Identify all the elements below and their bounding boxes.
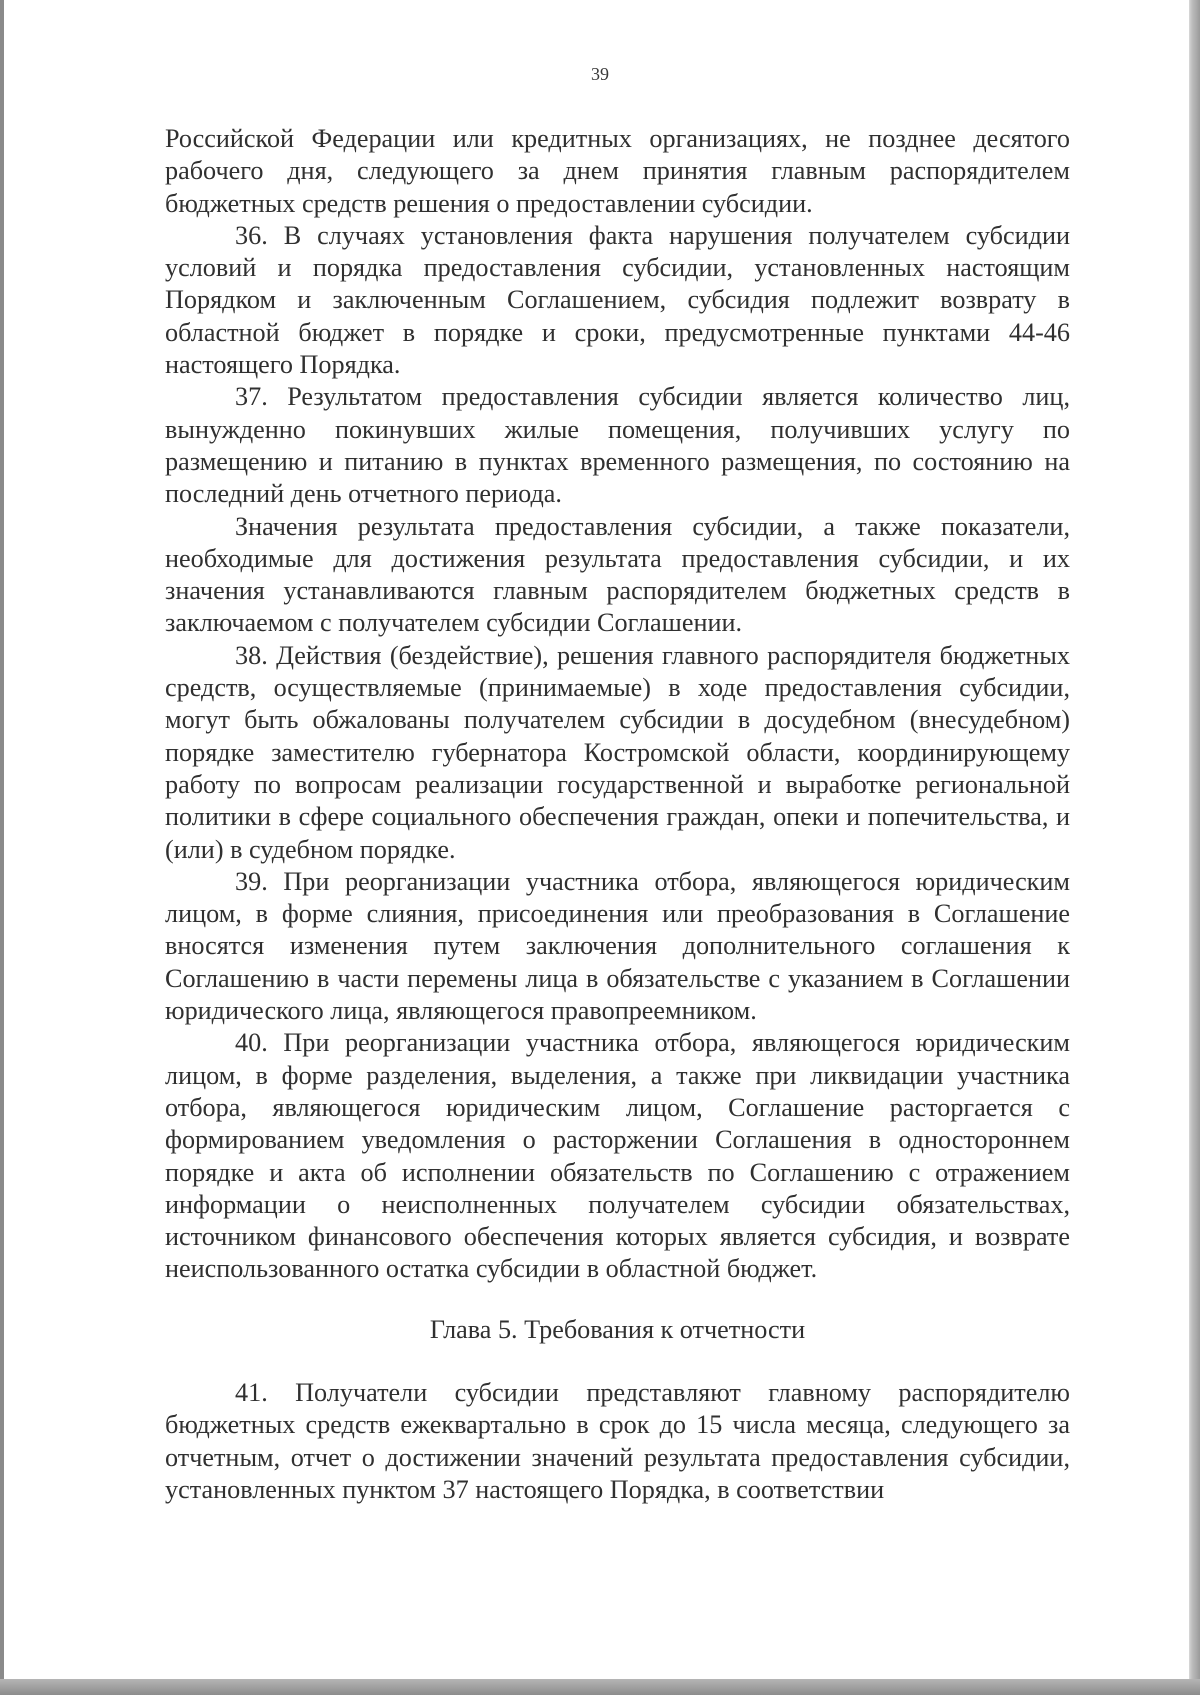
paragraph-37: 37. Результатом предоставления субсидии является количество лиц, вынужденно покинувших жилые помещения, получивших услугу по размещению и питанию в пунктах временного размещения, по состоянию на последний день отчетного периода. <box>165 382 1070 509</box>
page-number: 39 <box>591 64 609 84</box>
chapter-heading: Глава 5. Требования к отчетности <box>429 1314 806 1344</box>
scan-edge-bottom <box>0 1679 1200 1695</box>
paragraph-36: 36. В случаях установления факта нарушения получателем субсидии условий и порядка предоставления субсидии, установленных настоящим Порядком и заключенным Соглашением, субсидия подлежит возврату в областной бюджет в порядке и сроки, предусмотренные пунктами 44-46 настоящего Порядка. <box>165 220 1070 380</box>
paragraph-41: 41. Получатели субсидии представляют главному распорядителю бюджетных средств ежеквартально в срок до 15 числа месяца, следующего за отчетным, отчет о достижении значений результата предоставления субсидии, установленных пунктом 37 настоящего Порядка, в соответствии <box>165 1377 1070 1504</box>
paragraph-37-values: Значения результата предоставления субсидии, а также показатели, необходимые для достижения результата предоставления субсидии, и их значения устанавливаются главным распорядителем бюджетных средств в заключаемом с получателем субсидии Соглашении. <box>165 511 1070 638</box>
scan-edge-left <box>0 0 4 1695</box>
paragraph-continued: Российской Федерации или кредитных организациях, не позднее десятого рабочего дня, следующего за днем принятия главным распорядителем бюджетных средств решения о предоставлении субсидии. <box>165 124 1070 218</box>
scan-edge-right <box>1189 0 1200 1695</box>
paragraph-39: 39. При реорганизации участника отбора, являющегося юридическим лицом, в форме слияния, присоединения или преобразования в Соглашение вносятся изменения путем заключения дополнительного соглашения к Соглашению в части перемены лица в обязательстве с указанием в Соглашении юридического лица, являющегося правопреемником. <box>165 866 1070 1026</box>
paragraph-38: 38. Действия (бездействие), решения главного распорядителя бюджетных средств, осуществляемые (принимаемые) в ходе предоставления субсидии, могут быть обжалованы получателем субсидии в досудебном (внесудебном) порядке заместителю губернатора Костромской области, координирующему работу по вопросам реализации государственной и выработке региональной политики в сфере социального обеспечения граждан, опеки и попечительства, и (или) в судебном порядке. <box>165 640 1070 864</box>
document-body <box>165 123 1070 1506</box>
paragraph-40: 40. При реорганизации участника отбора, являющегося юридическим лицом, в форме разделения, выделения, а также при ликвидации участника отбора, являющегося юридическим лицом, Соглашение расторгается с формированием уведомления о расторжении Соглашения в одностороннем порядке и акта об исполнении обязательств по Соглашению с отражением информации о неисполненных получателем субсидии обязательствах, источником финансового обеспечения которых является субсидия, и возврате неиспользованного остатка субсидии в областной бюджет. <box>165 1028 1070 1284</box>
